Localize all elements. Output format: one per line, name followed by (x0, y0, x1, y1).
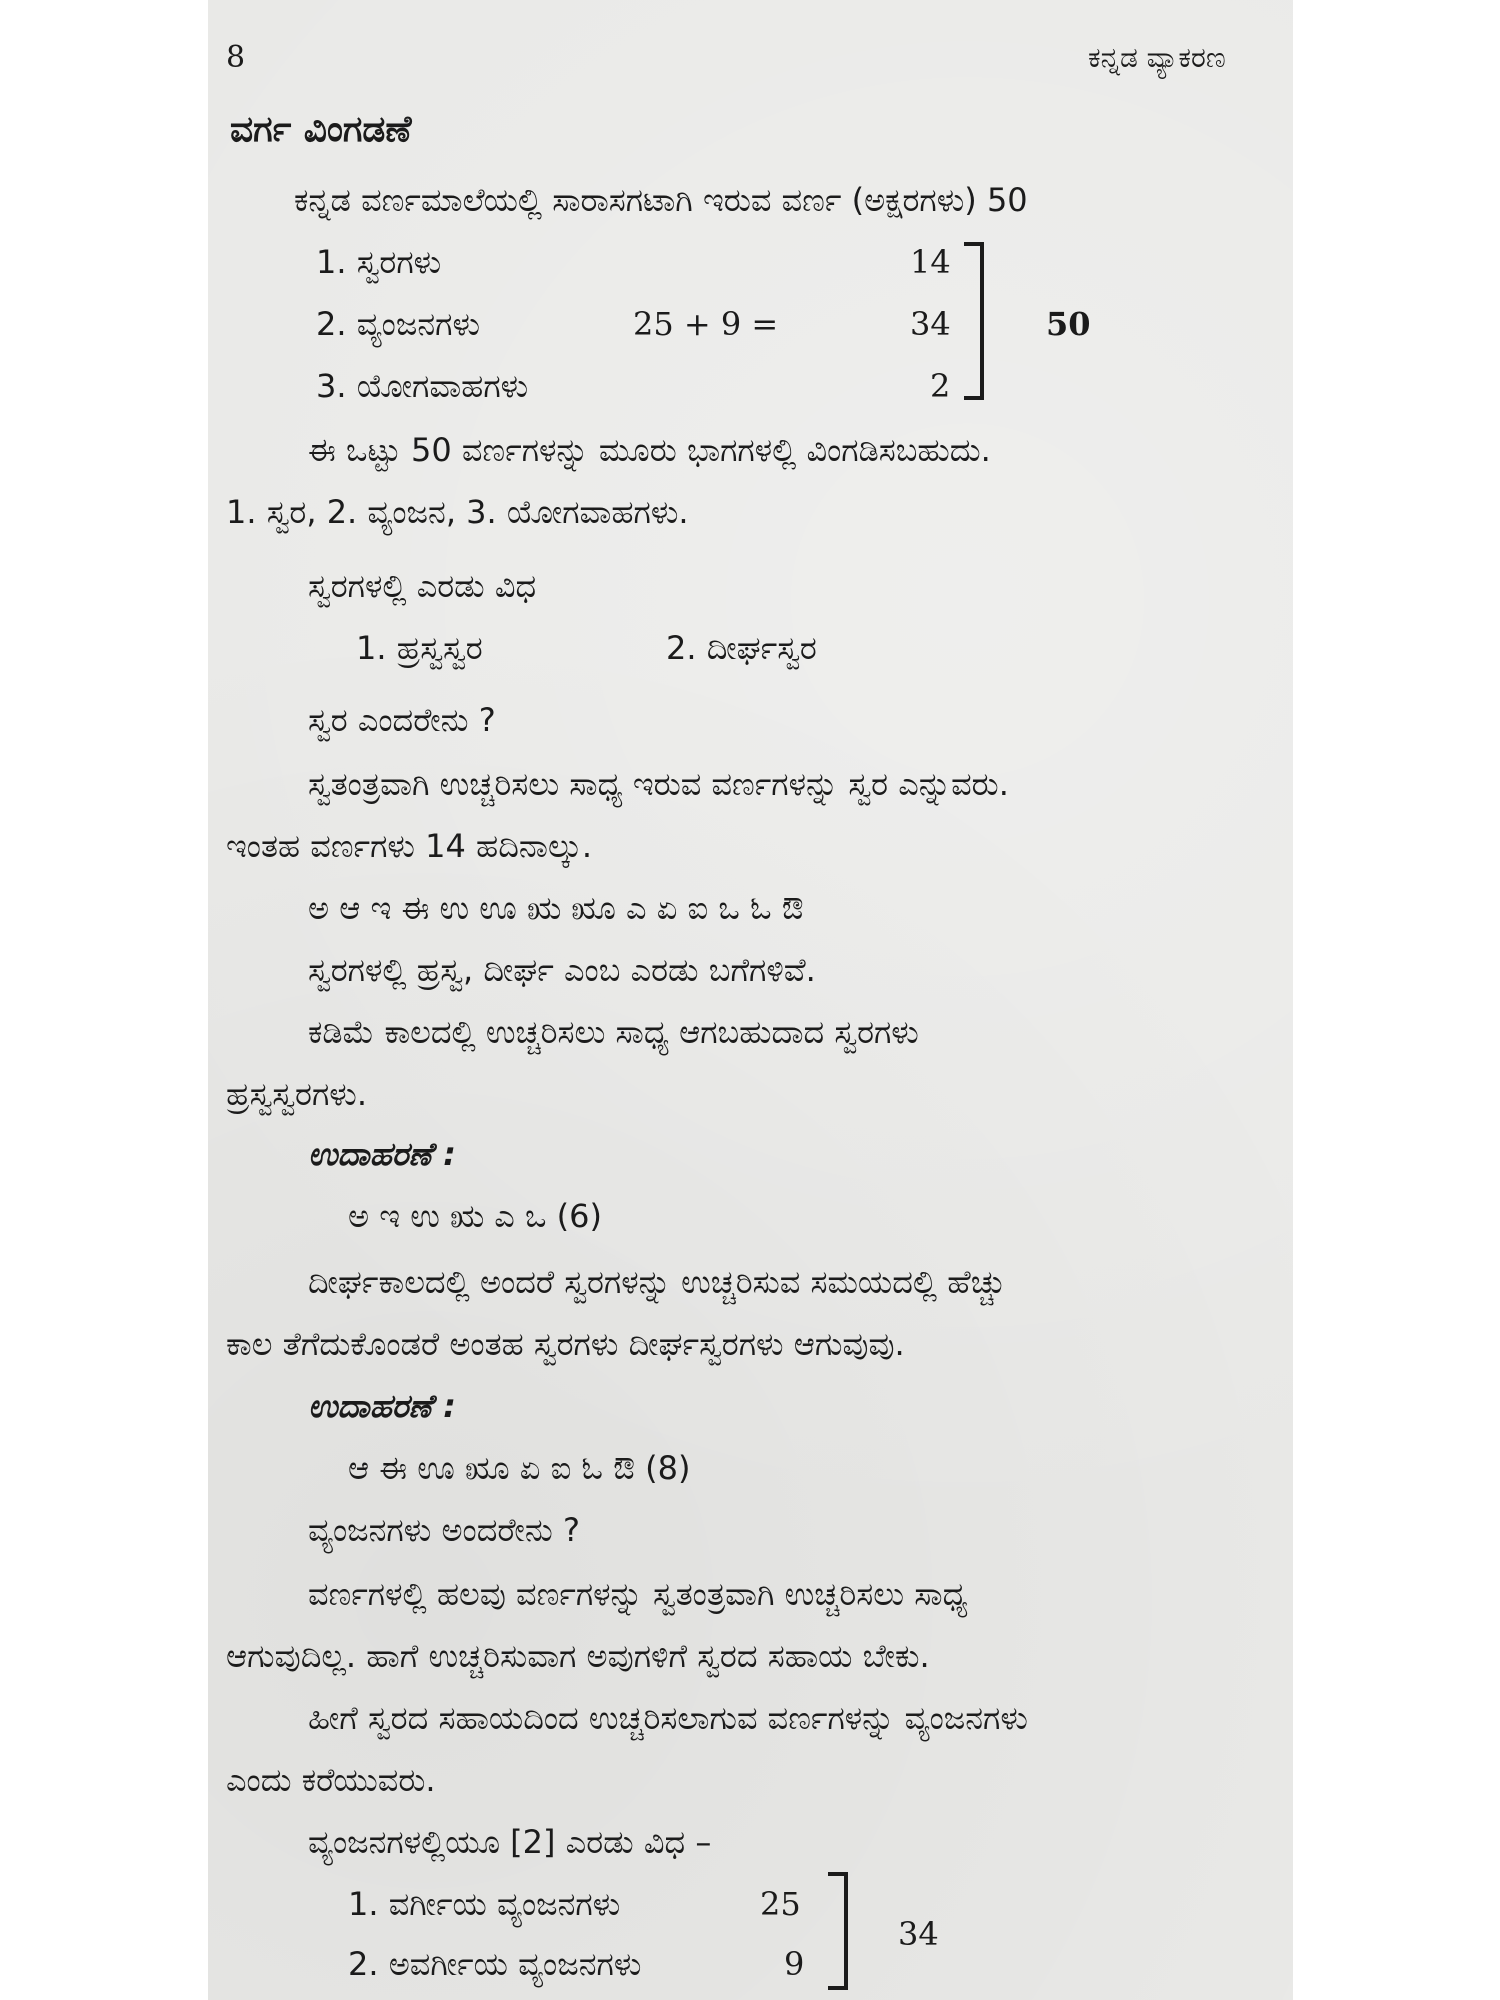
section-title: ವರ್ಗ ವಿಂಗಡಣೆ (230, 109, 412, 150)
question-heading: ವ್ಯಂಜನಗಳು ಅಂದರೇನು ? (308, 1511, 580, 1549)
vyanjana-bracket (828, 1872, 848, 1990)
count-total: 50 (1046, 305, 1091, 343)
count-row-label: 2. ವ್ಯಂಜನಗಳು (316, 305, 480, 343)
body-text: ಕಡಿಮೆ ಕಾಲದಲ್ಲಿ ಉಚ್ಚರಿಸಲು ಸಾಧ್ಯ ಆಗಬಹುದಾದ ಸ್ವರಗಳು (308, 1013, 919, 1051)
body-text: ಸ್ವರಗಳಲ್ಲಿ ಹ್ರಸ್ವ, ದೀರ್ಘ ಎಂಬ ಎರಡು ಬಗೆಗಳಿವೆ. (308, 951, 816, 989)
body-text: ಇಂತಹ ವರ್ಣಗಳು 14 ಹದಿನಾಲ್ಕು. (226, 827, 593, 865)
count-row-label: 1. ಸ್ವರಗಳು (316, 243, 442, 281)
body-text: ಹೀಗೆ ಸ್ವರದ ಸಹಾಯದಿಂದ ಉಚ್ಚರಿಸಲಾಗುವ ವರ್ಣಗಳನ್ನು ವ್ಯಂಜನಗಳು (308, 1699, 1028, 1737)
intro-line: ಕನ್ನಡ ವರ್ಣಮಾಲೆಯಲ್ಲಿ ಸಾರಾಸಗಟಾಗಿ ಇರುವ ವರ್ಣ (ಅಕ್ಷರಗಳು) 50 (294, 181, 1028, 219)
vyanjana-total: 34 (898, 1915, 939, 1953)
vowel-list: ಆ ಈ ಊ ೠ ಏ ಐ ಓ ಔ (8) (348, 1449, 691, 1487)
count-row-value: 2 (930, 367, 951, 405)
body-text: ಸ್ವರಗಳಲ್ಲಿ ಎರಡು ವಿಧ (308, 567, 537, 605)
example-label: ಉದಾಹರಣೆ : (308, 1387, 456, 1425)
body-text: ಸ್ವತಂತ್ರವಾಗಿ ಉಚ್ಚರಿಸಲು ಸಾಧ್ಯ ಇರುವ ವರ್ಣಗಳನ್ನು ಸ್ವರ ಎನ್ನುವರು. (308, 765, 1009, 803)
count-bracket (964, 242, 984, 400)
body-text: ಕಾಲ ತೆಗೆದುಕೊಂಡರೆ ಅಂತಹ ಸ್ವರಗಳು ದೀರ್ಘಸ್ವರಗಳು ಆಗುವುವು. (226, 1325, 905, 1363)
example-label: ಉದಾಹರಣೆ : (308, 1135, 456, 1173)
body-text: ಹ್ರಸ್ವಸ್ವರಗಳು. (226, 1075, 367, 1113)
vowel-list: ಅ ಆ ಇ ಈ ಉ ಊ ಋ ೠ ಎ ಏ ಐ ಒ ಓ ಔ (308, 889, 804, 927)
vyanjana-row-label: 2. ಅವರ್ಗೀಯ ವ್ಯಂಜನಗಳು (348, 1945, 642, 1983)
list-item: 2. ದೀರ್ಘಸ್ವರ (666, 629, 817, 667)
question-heading: ಸ್ವರ ಎಂದರೇನು ? (308, 701, 496, 739)
book-page (208, 0, 1293, 2000)
vyanjana-row-label: 1. ವರ್ಗೀಯ ವ್ಯಂಜನಗಳು (348, 1885, 621, 1923)
list-item: 1. ಹ್ರಸ್ವಸ್ವರ (356, 629, 483, 667)
body-text: ವರ್ಣಗಳಲ್ಲಿ ಹಲವು ವರ್ಣಗಳನ್ನು ಸ್ವತಂತ್ರವಾಗಿ ಉಚ್ಚರಿಸಲು ಸಾಧ್ಯ (308, 1575, 968, 1613)
body-text: ವ್ಯಂಜನಗಳಲ್ಲಿಯೂ [2] ಎರಡು ವಿಧ – (308, 1823, 712, 1861)
body-text: ಆಗುವುದಿಲ್ಲ. ಹಾಗೆ ಉಚ್ಚರಿಸುವಾಗ ಅವುಗಳಿಗೆ ಸ್ವರದ ಸಹಾಯ ಬೇಕು. (226, 1637, 930, 1675)
count-row-calc: 25 + 9 = (633, 305, 779, 343)
vyanjana-row-value: 9 (784, 1945, 805, 1983)
count-row-value: 34 (910, 305, 951, 343)
body-text: ಎಂದು ಕರೆಯುವರು. (226, 1761, 436, 1799)
page-number: 8 (226, 40, 246, 75)
body-text: 1. ಸ್ವರ, 2. ವ್ಯಂಜನ, 3. ಯೋಗವಾಹಗಳು. (226, 493, 689, 531)
running-title: ಕನ್ನಡ ವ್ಯಾಕರಣ (1088, 41, 1226, 74)
vyanjana-row-value: 25 (760, 1885, 801, 1923)
body-text: ದೀರ್ಘಕಾಲದಲ್ಲಿ ಅಂದರೆ ಸ್ವರಗಳನ್ನು ಉಚ್ಚರಿಸುವ ಸಮಯದಲ್ಲಿ ಹೆಚ್ಚು (308, 1263, 1006, 1301)
count-row-value: 14 (910, 243, 951, 281)
body-text: ಈ ಒಟ್ಟು 50 ವರ್ಣಗಳನ್ನು ಮೂರು ಭಾಗಗಳಲ್ಲಿ ವಿಂಗಡಿಸಬಹುದು. (308, 431, 991, 469)
count-row-label: 3. ಯೋಗವಾಹಗಳು (316, 367, 529, 405)
vowel-list: ಅ ಇ ಉ ಋ ಎ ಒ (6) (348, 1197, 602, 1235)
